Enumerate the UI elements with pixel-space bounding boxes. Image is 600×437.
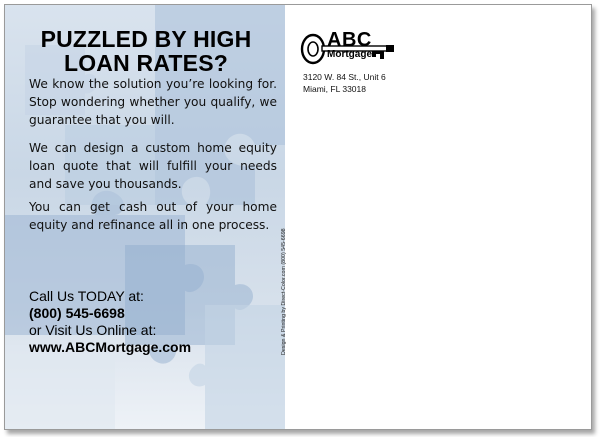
contact-block	[29, 288, 279, 356]
headline: PUZZLED BY HIGH LOAN RATES?	[40, 26, 252, 76]
call-label: Call Us TODAY at:	[29, 288, 144, 304]
return-address	[303, 71, 386, 95]
paragraph-cash-out: You can get cash out of your home equity and refinance all in one process.	[29, 200, 277, 232]
paragraph-solution: We know the solution you’re looking for. Stop wondering whether you qualify, we guarantee that you will.	[29, 77, 277, 127]
address-line-1: 3120 W. 84 St., Unit 6	[303, 72, 386, 82]
promo-panel	[5, 5, 285, 429]
printer-credit: Design & Printing by Direct-Color.com (800) 545-6698	[281, 228, 287, 355]
phone-number[interactable]: (800) 545-6698	[29, 305, 125, 321]
visit-label: or Visit Us Online at:	[29, 322, 157, 338]
logo-subtitle: Mortgage	[327, 49, 372, 60]
paragraph-custom-quote: We can design a custom home equity loan quote that will fulfill your needs and save you thousands.	[29, 141, 277, 191]
postcard	[4, 4, 592, 430]
address-line-2: Miami, FL 33018	[303, 84, 366, 94]
logo-name: ABC	[327, 29, 372, 51]
website-link[interactable]: www.ABCMortgage.com	[29, 339, 192, 355]
